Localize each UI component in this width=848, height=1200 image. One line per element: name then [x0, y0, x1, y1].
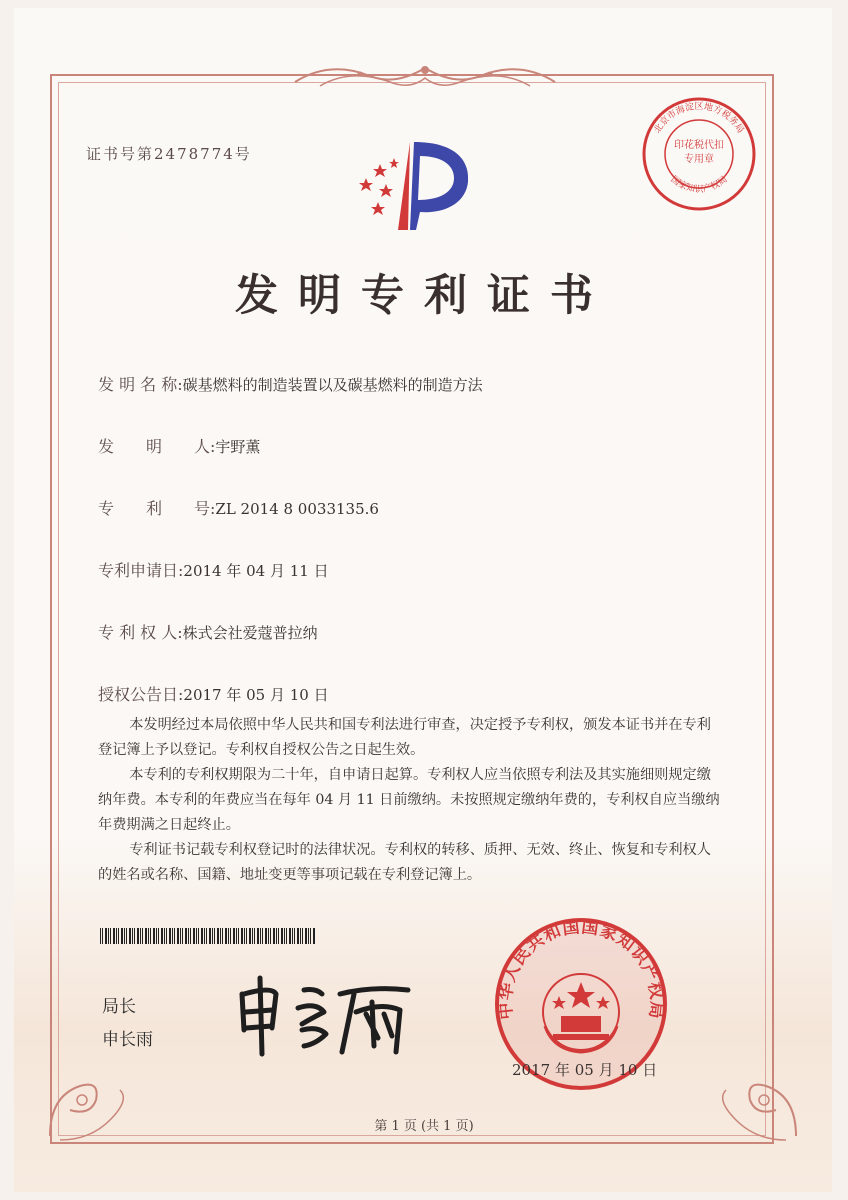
- tax-stamp: [640, 95, 758, 213]
- invention-name-label: 发 明 名 称:: [98, 375, 183, 394]
- certificate-body: [98, 713, 723, 888]
- inventor-row: [98, 434, 260, 457]
- director-name: 申长雨: [102, 1030, 153, 1050]
- inventor: 宇野薫: [215, 438, 261, 456]
- certificate-number: 证书号第2478774号: [86, 145, 252, 163]
- grant-date-row: [98, 682, 329, 705]
- filing-date-row: [98, 558, 329, 581]
- grant-date-label: 授权公告日:: [98, 685, 184, 704]
- patent-number-label: 专 利 号:: [98, 499, 216, 518]
- invention-name: 碳基燃料的制造装置以及碳基燃料的制造方法: [182, 376, 483, 394]
- director-title: 局长: [102, 997, 136, 1017]
- paragraph-term: 本专利的专利权期限为二十年，自申请日起算。专利权人应当依照专利法及其实施细则规定缴纳年费。本专利的年费应当在每年 04 月 11 日前缴纳。未按照规定缴纳年费的，专利权自应当缴纳年费期满之日起终止。: [98, 767, 720, 833]
- top-ornament: [290, 60, 560, 94]
- svg-text:中华人民共和国国家知识产权局: 中华人民共和国国家知识产权局: [495, 917, 667, 1021]
- patent-number-row: [98, 496, 379, 519]
- patentee-row: [98, 620, 318, 643]
- patentee-label: 专 利 权 人:: [98, 623, 183, 642]
- page-info: 第 1 页 (共 1 页): [374, 1119, 474, 1134]
- invention-name-row: [98, 372, 483, 395]
- svg-text:国家知识产权局: 国家知识产权局: [668, 174, 730, 195]
- paragraph-examination: 本发明经过本局依照中华人民共和国专利法进行审查，决定授予专利权，颁发本证书并在专利登记簿上予以登记。专利权自授权公告之日起生效。: [98, 717, 711, 758]
- patent-number: ZL 2014 8 0033135.6: [215, 500, 379, 518]
- paragraph-legal-status: 专利证书记载专利权登记时的法律状况。专利权的转移、质押、无效、终止、恢复和专利权人的姓名或名称、国籍、地址变更等事项记载在专利登记簿上。: [98, 842, 711, 883]
- patentee: 株式会社爱蔻普拉纳: [182, 624, 318, 642]
- grant-date: 2017 年 05 月 10 日: [183, 686, 329, 704]
- patent-office-logo-icon: [350, 138, 475, 236]
- director-signature: [232, 972, 422, 1060]
- inventor-label: 发 明 人:: [98, 437, 216, 456]
- filing-date: 2014 年 04 月 11 日: [183, 562, 329, 580]
- filing-date-label: 专利申请日:: [98, 561, 184, 580]
- tax-stamp-text: 印花税代扣专用章: [674, 140, 724, 165]
- svg-text:北京市海淀区地方税务局: 北京市海淀区地方税务局: [652, 102, 746, 136]
- certificate-title: 发明专利证书: [235, 271, 613, 321]
- barcode: [100, 928, 316, 944]
- seal-date: 2017 年 05 月 10 日: [512, 1061, 658, 1079]
